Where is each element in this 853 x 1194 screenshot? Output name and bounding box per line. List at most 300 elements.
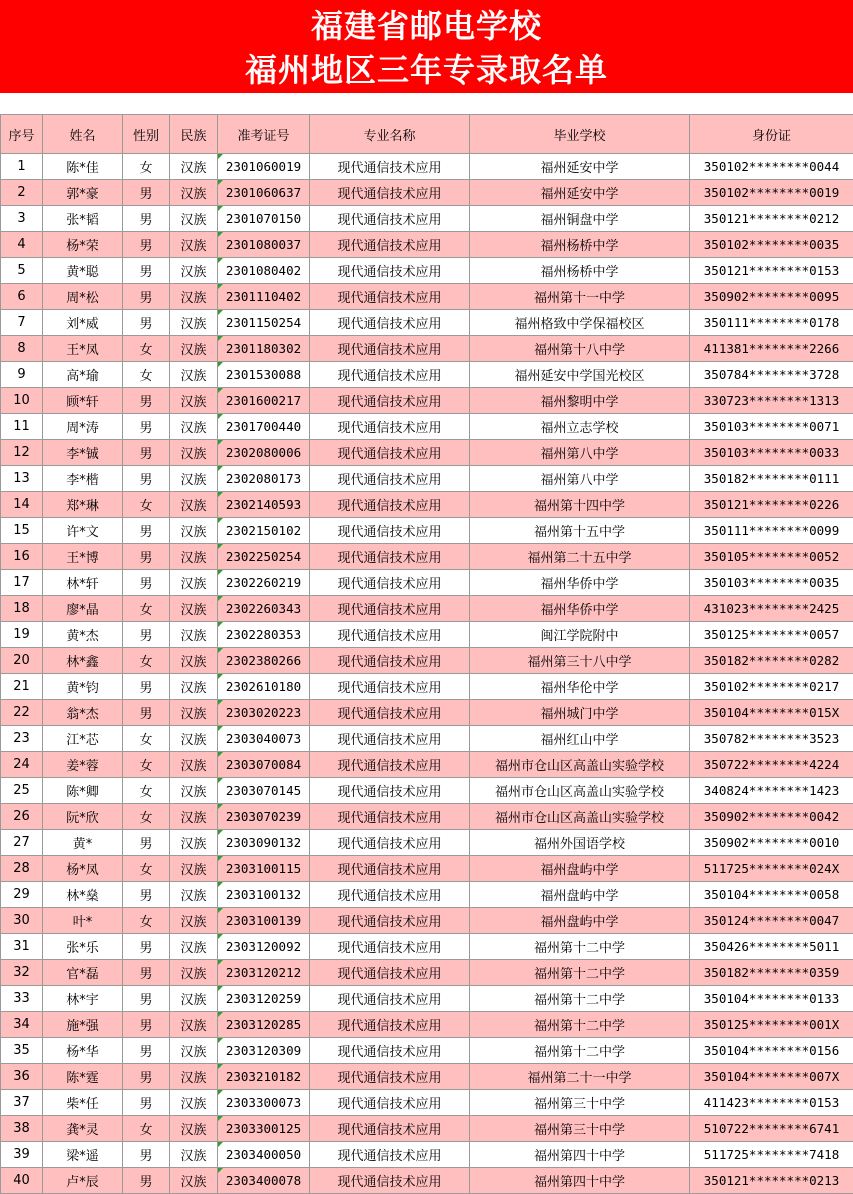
table-row: [1, 778, 853, 804]
cell-gender: 男: [123, 1168, 170, 1194]
cell-id-card: 350102********0044: [690, 154, 853, 180]
cell-exam-number: 2303400078: [218, 1168, 310, 1194]
cell-exam-number: 2302380266: [218, 648, 310, 674]
cell-id-card: 350124********0047: [690, 908, 853, 934]
cell-index: 31: [1, 934, 43, 960]
cell-index: 36: [1, 1064, 43, 1090]
cell-school: 福州第二十五中学: [470, 544, 690, 570]
cell-name: 高*瑜: [43, 362, 123, 388]
cell-id-card: 350102********0019: [690, 180, 853, 206]
cell-exam-number: 2303300125: [218, 1116, 310, 1142]
cell-id-card: 350182********0359: [690, 960, 853, 986]
cell-name: 卢*辰: [43, 1168, 123, 1194]
cell-index: 35: [1, 1038, 43, 1064]
cell-index: 7: [1, 310, 43, 336]
cell-gender: 男: [123, 830, 170, 856]
cell-gender: 男: [123, 622, 170, 648]
cell-name: 黄*: [43, 830, 123, 856]
cell-id-card: 350125********0057: [690, 622, 853, 648]
table-row: [1, 440, 853, 466]
cell-school: 福州延安中学: [470, 180, 690, 206]
cell-major: 现代通信技术应用: [310, 1142, 470, 1168]
cell-exam-number: 2302080006: [218, 440, 310, 466]
cell-ethnicity: 汉族: [170, 1064, 218, 1090]
cell-index: 2: [1, 180, 43, 206]
cell-index: 21: [1, 674, 43, 700]
cell-index: 23: [1, 726, 43, 752]
cell-id-card: 350121********0153: [690, 258, 853, 284]
cell-school: 福州第十二中学: [470, 960, 690, 986]
cell-id-card: 350722********4224: [690, 752, 853, 778]
table-row: [1, 232, 853, 258]
cell-ethnicity: 汉族: [170, 1038, 218, 1064]
cell-id-card: 350182********0282: [690, 648, 853, 674]
cell-id-card: 431023********2425: [690, 596, 853, 622]
cell-major: 现代通信技术应用: [310, 1116, 470, 1142]
cell-ethnicity: 汉族: [170, 310, 218, 336]
cell-ethnicity: 汉族: [170, 232, 218, 258]
cell-name: 杨*凤: [43, 856, 123, 882]
column-header-index: 序号: [1, 115, 43, 154]
cell-index: 8: [1, 336, 43, 362]
cell-name: 翁*杰: [43, 700, 123, 726]
cell-major: 现代通信技术应用: [310, 622, 470, 648]
cell-major: 现代通信技术应用: [310, 544, 470, 570]
column-header-name: 姓名: [43, 115, 123, 154]
table-row: [1, 1142, 853, 1168]
cell-school: 福州城门中学: [470, 700, 690, 726]
cell-gender: 女: [123, 492, 170, 518]
column-header-school: 毕业学校: [470, 115, 690, 154]
cell-name: 李*楷: [43, 466, 123, 492]
cell-ethnicity: 汉族: [170, 518, 218, 544]
cell-ethnicity: 汉族: [170, 778, 218, 804]
cell-exam-number: 2303100139: [218, 908, 310, 934]
cell-gender: 男: [123, 1064, 170, 1090]
cell-school: 闽江学院附中: [470, 622, 690, 648]
cell-exam-number: 2303100132: [218, 882, 310, 908]
cell-major: 现代通信技术应用: [310, 492, 470, 518]
cell-id-card: 411381********2266: [690, 336, 853, 362]
cell-exam-number: 2303070084: [218, 752, 310, 778]
cell-index: 19: [1, 622, 43, 648]
cell-ethnicity: 汉族: [170, 206, 218, 232]
cell-exam-number: 2303070145: [218, 778, 310, 804]
cell-id-card: 350111********0099: [690, 518, 853, 544]
cell-exam-number: 2303210182: [218, 1064, 310, 1090]
table-row: [1, 882, 853, 908]
cell-major: 现代通信技术应用: [310, 362, 470, 388]
cell-school: 福州红山中学: [470, 726, 690, 752]
cell-name: 陈*卿: [43, 778, 123, 804]
cell-school: 福州第十二中学: [470, 934, 690, 960]
cell-id-card: 340824********1423: [690, 778, 853, 804]
cell-gender: 男: [123, 1090, 170, 1116]
cell-index: 4: [1, 232, 43, 258]
cell-gender: 男: [123, 934, 170, 960]
cell-ethnicity: 汉族: [170, 1168, 218, 1194]
cell-gender: 男: [123, 440, 170, 466]
cell-major: 现代通信技术应用: [310, 154, 470, 180]
cell-major: 现代通信技术应用: [310, 1038, 470, 1064]
cell-name: 江*芯: [43, 726, 123, 752]
cell-index: 38: [1, 1116, 43, 1142]
cell-index: 28: [1, 856, 43, 882]
cell-exam-number: 2303120259: [218, 986, 310, 1012]
cell-name: 龚*灵: [43, 1116, 123, 1142]
cell-id-card: 350782********3523: [690, 726, 853, 752]
cell-ethnicity: 汉族: [170, 362, 218, 388]
cell-ethnicity: 汉族: [170, 596, 218, 622]
cell-id-card: 350102********0217: [690, 674, 853, 700]
cell-name: 郑*琳: [43, 492, 123, 518]
table-row: [1, 934, 853, 960]
cell-name: 官*磊: [43, 960, 123, 986]
cell-ethnicity: 汉族: [170, 492, 218, 518]
cell-id-card: 350104********0058: [690, 882, 853, 908]
cell-exam-number: 2302140593: [218, 492, 310, 518]
table-row: [1, 388, 853, 414]
table-row: [1, 1038, 853, 1064]
cell-school: 福州第十四中学: [470, 492, 690, 518]
cell-gender: 女: [123, 1116, 170, 1142]
table-row: [1, 596, 853, 622]
cell-ethnicity: 汉族: [170, 440, 218, 466]
cell-exam-number: 2302080173: [218, 466, 310, 492]
table-row: [1, 648, 853, 674]
cell-ethnicity: 汉族: [170, 856, 218, 882]
cell-exam-number: 2303120285: [218, 1012, 310, 1038]
cell-index: 6: [1, 284, 43, 310]
cell-school: 福州第十五中学: [470, 518, 690, 544]
cell-gender: 男: [123, 518, 170, 544]
cell-exam-number: 2303400050: [218, 1142, 310, 1168]
cell-exam-number: 2303120212: [218, 960, 310, 986]
cell-school: 福州华伦中学: [470, 674, 690, 700]
cell-exam-number: 2301060637: [218, 180, 310, 206]
table-body: [1, 154, 853, 1194]
table-row: [1, 310, 853, 336]
cell-gender: 男: [123, 310, 170, 336]
cell-name: 许*文: [43, 518, 123, 544]
table-row: [1, 570, 853, 596]
table-row: [1, 1064, 853, 1090]
cell-ethnicity: 汉族: [170, 180, 218, 206]
cell-ethnicity: 汉族: [170, 622, 218, 648]
cell-id-card: 350105********0052: [690, 544, 853, 570]
cell-school: 福州黎明中学: [470, 388, 690, 414]
table-row: [1, 544, 853, 570]
cell-id-card: 350102********0035: [690, 232, 853, 258]
cell-exam-number: 2301530088: [218, 362, 310, 388]
cell-major: 现代通信技术应用: [310, 1012, 470, 1038]
cell-id-card: 350902********0042: [690, 804, 853, 830]
cell-name: 杨*华: [43, 1038, 123, 1064]
cell-id-card: 350104********0156: [690, 1038, 853, 1064]
cell-index: 39: [1, 1142, 43, 1168]
table-row: [1, 856, 853, 882]
table-row: [1, 622, 853, 648]
cell-name: 周*松: [43, 284, 123, 310]
cell-exam-number: 2303120092: [218, 934, 310, 960]
cell-exam-number: 2302280353: [218, 622, 310, 648]
table-row: [1, 1090, 853, 1116]
cell-ethnicity: 汉族: [170, 1090, 218, 1116]
cell-name: 黄*杰: [43, 622, 123, 648]
cell-gender: 男: [123, 232, 170, 258]
cell-ethnicity: 汉族: [170, 830, 218, 856]
cell-school: 福州盘屿中学: [470, 882, 690, 908]
cell-index: 15: [1, 518, 43, 544]
cell-exam-number: 2303120309: [218, 1038, 310, 1064]
cell-name: 梁*遥: [43, 1142, 123, 1168]
cell-major: 现代通信技术应用: [310, 336, 470, 362]
table-row: [1, 960, 853, 986]
cell-gender: 女: [123, 596, 170, 622]
cell-name: 陈*佳: [43, 154, 123, 180]
table-row: [1, 362, 853, 388]
cell-index: 32: [1, 960, 43, 986]
column-header-gender: 性别: [123, 115, 170, 154]
cell-exam-number: 2303040073: [218, 726, 310, 752]
cell-id-card: 350902********0010: [690, 830, 853, 856]
cell-index: 5: [1, 258, 43, 284]
cell-major: 现代通信技术应用: [310, 1090, 470, 1116]
cell-ethnicity: 汉族: [170, 1142, 218, 1168]
cell-gender: 男: [123, 258, 170, 284]
cell-ethnicity: 汉族: [170, 388, 218, 414]
cell-index: 29: [1, 882, 43, 908]
cell-index: 20: [1, 648, 43, 674]
cell-id-card: 350182********0111: [690, 466, 853, 492]
cell-major: 现代通信技术应用: [310, 180, 470, 206]
cell-gender: 男: [123, 1012, 170, 1038]
cell-gender: 男: [123, 466, 170, 492]
cell-major: 现代通信技术应用: [310, 1168, 470, 1194]
table-row: [1, 336, 853, 362]
cell-major: 现代通信技术应用: [310, 1064, 470, 1090]
table-row: [1, 830, 853, 856]
cell-school: 福州格致中学保福校区: [470, 310, 690, 336]
cell-index: 16: [1, 544, 43, 570]
cell-index: 25: [1, 778, 43, 804]
cell-name: 阮*欣: [43, 804, 123, 830]
cell-exam-number: 2301150254: [218, 310, 310, 336]
table-header-row: [1, 115, 853, 154]
cell-major: 现代通信技术应用: [310, 466, 470, 492]
cell-id-card: 350104********015X: [690, 700, 853, 726]
cell-id-card: 350103********0035: [690, 570, 853, 596]
table-row: [1, 206, 853, 232]
table-row: [1, 1012, 853, 1038]
cell-name: 叶*: [43, 908, 123, 934]
cell-exam-number: 2302260343: [218, 596, 310, 622]
cell-school: 福州盘屿中学: [470, 856, 690, 882]
title-banner: [0, 0, 853, 93]
cell-index: 26: [1, 804, 43, 830]
cell-exam-number: 2302150102: [218, 518, 310, 544]
cell-name: 顾*轩: [43, 388, 123, 414]
cell-name: 林*宇: [43, 986, 123, 1012]
cell-id-card: 330723********1313: [690, 388, 853, 414]
cell-school: 福州铜盘中学: [470, 206, 690, 232]
cell-index: 12: [1, 440, 43, 466]
cell-school: 福州市仓山区高盖山实验学校: [470, 778, 690, 804]
cell-school: 福州杨桥中学: [470, 258, 690, 284]
cell-name: 王*博: [43, 544, 123, 570]
cell-ethnicity: 汉族: [170, 986, 218, 1012]
cell-index: 9: [1, 362, 43, 388]
table-row: [1, 518, 853, 544]
cell-name: 施*强: [43, 1012, 123, 1038]
cell-gender: 女: [123, 154, 170, 180]
cell-name: 李*铖: [43, 440, 123, 466]
cell-id-card: 350121********0213: [690, 1168, 853, 1194]
cell-major: 现代通信技术应用: [310, 414, 470, 440]
cell-exam-number: 2301060019: [218, 154, 310, 180]
cell-ethnicity: 汉族: [170, 882, 218, 908]
cell-exam-number: 2303070239: [218, 804, 310, 830]
cell-school: 福州盘屿中学: [470, 908, 690, 934]
cell-name: 黄*聪: [43, 258, 123, 284]
cell-gender: 男: [123, 206, 170, 232]
cell-gender: 女: [123, 856, 170, 882]
cell-id-card: 350103********0033: [690, 440, 853, 466]
cell-major: 现代通信技术应用: [310, 856, 470, 882]
cell-major: 现代通信技术应用: [310, 206, 470, 232]
cell-exam-number: 2303100115: [218, 856, 310, 882]
cell-gender: 男: [123, 388, 170, 414]
cell-name: 杨*荣: [43, 232, 123, 258]
cell-school: 福州第三十中学: [470, 1090, 690, 1116]
cell-school: 福州第四十中学: [470, 1168, 690, 1194]
cell-id-card: 411423********0153: [690, 1090, 853, 1116]
cell-ethnicity: 汉族: [170, 804, 218, 830]
cell-major: 现代通信技术应用: [310, 934, 470, 960]
table-row: [1, 180, 853, 206]
cell-school: 福州第十一中学: [470, 284, 690, 310]
cell-school: 福州华侨中学: [470, 570, 690, 596]
cell-school: 福州第三十中学: [470, 1116, 690, 1142]
cell-school: 福州第十二中学: [470, 986, 690, 1012]
cell-major: 现代通信技术应用: [310, 804, 470, 830]
cell-id-card: 350104********007X: [690, 1064, 853, 1090]
cell-exam-number: 2303020223: [218, 700, 310, 726]
cell-index: 40: [1, 1168, 43, 1194]
cell-index: 14: [1, 492, 43, 518]
cell-gender: 女: [123, 726, 170, 752]
cell-school: 福州市仓山区高盖山实验学校: [470, 804, 690, 830]
cell-name: 林*燊: [43, 882, 123, 908]
cell-exam-number: 2302250254: [218, 544, 310, 570]
table-row: [1, 284, 853, 310]
cell-ethnicity: 汉族: [170, 960, 218, 986]
cell-gender: 男: [123, 544, 170, 570]
cell-index: 33: [1, 986, 43, 1012]
cell-gender: 男: [123, 986, 170, 1012]
table-row: [1, 1116, 853, 1142]
cell-name: 郭*豪: [43, 180, 123, 206]
cell-ethnicity: 汉族: [170, 908, 218, 934]
cell-index: 22: [1, 700, 43, 726]
cell-index: 3: [1, 206, 43, 232]
cell-id-card: 511725********7418: [690, 1142, 853, 1168]
cell-gender: 男: [123, 1038, 170, 1064]
cell-major: 现代通信技术应用: [310, 882, 470, 908]
column-header-exam-number: 准考证号: [218, 115, 310, 154]
cell-id-card: 350121********0226: [690, 492, 853, 518]
cell-exam-number: 2303300073: [218, 1090, 310, 1116]
table-row: [1, 1168, 853, 1194]
school-name-title: 福建省邮电学校: [310, 7, 542, 45]
cell-major: 现代通信技术应用: [310, 232, 470, 258]
cell-school: 福州第八中学: [470, 466, 690, 492]
cell-exam-number: 2301110402: [218, 284, 310, 310]
cell-school: 福州外国语学校: [470, 830, 690, 856]
cell-school: 福州杨桥中学: [470, 232, 690, 258]
cell-name: 姜*蓉: [43, 752, 123, 778]
column-header-ethnicity: 民族: [170, 115, 218, 154]
cell-name: 陈*霆: [43, 1064, 123, 1090]
cell-major: 现代通信技术应用: [310, 388, 470, 414]
cell-exam-number: 2301080037: [218, 232, 310, 258]
cell-exam-number: 2302610180: [218, 674, 310, 700]
cell-id-card: 350104********0133: [690, 986, 853, 1012]
cell-exam-number: 2301600217: [218, 388, 310, 414]
cell-id-card: 511725********024X: [690, 856, 853, 882]
cell-id-card: 350111********0178: [690, 310, 853, 336]
table-row: [1, 752, 853, 778]
cell-exam-number: 2301070150: [218, 206, 310, 232]
cell-major: 现代通信技术应用: [310, 284, 470, 310]
cell-index: 18: [1, 596, 43, 622]
cell-exam-number: 2301700440: [218, 414, 310, 440]
cell-index: 13: [1, 466, 43, 492]
cell-id-card: 350902********0095: [690, 284, 853, 310]
cell-id-card: 350125********001X: [690, 1012, 853, 1038]
cell-major: 现代通信技术应用: [310, 648, 470, 674]
cell-ethnicity: 汉族: [170, 648, 218, 674]
cell-ethnicity: 汉族: [170, 570, 218, 596]
cell-school: 福州市仓山区高盖山实验学校: [470, 752, 690, 778]
cell-gender: 男: [123, 700, 170, 726]
cell-index: 37: [1, 1090, 43, 1116]
cell-major: 现代通信技术应用: [310, 310, 470, 336]
cell-gender: 男: [123, 284, 170, 310]
cell-name: 刘*威: [43, 310, 123, 336]
cell-gender: 男: [123, 882, 170, 908]
cell-school: 福州延安中学国光校区: [470, 362, 690, 388]
cell-gender: 男: [123, 180, 170, 206]
cell-major: 现代通信技术应用: [310, 778, 470, 804]
table-row: [1, 804, 853, 830]
table-row: [1, 908, 853, 934]
table-row: [1, 674, 853, 700]
column-header-id-card: 身份证: [690, 115, 853, 154]
cell-school: 福州华侨中学: [470, 596, 690, 622]
cell-name: 张*乐: [43, 934, 123, 960]
cell-ethnicity: 汉族: [170, 154, 218, 180]
cell-major: 现代通信技术应用: [310, 440, 470, 466]
cell-major: 现代通信技术应用: [310, 674, 470, 700]
cell-gender: 女: [123, 336, 170, 362]
table-row: [1, 414, 853, 440]
cell-school: 福州第四十中学: [470, 1142, 690, 1168]
cell-index: 10: [1, 388, 43, 414]
cell-index: 34: [1, 1012, 43, 1038]
cell-gender: 女: [123, 362, 170, 388]
cell-ethnicity: 汉族: [170, 934, 218, 960]
